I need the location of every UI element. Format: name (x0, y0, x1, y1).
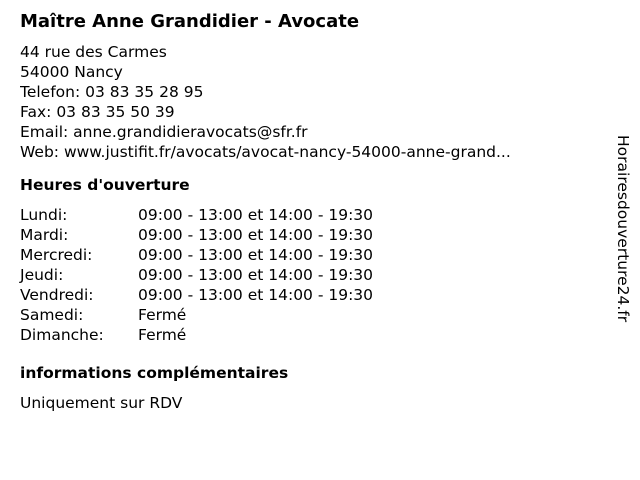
address-street: 44 rue des Carmes (20, 43, 167, 61)
day-hours: Fermé (138, 306, 187, 324)
day-hours: 09:00 - 13:00 et 14:00 - 19:30 (138, 286, 374, 304)
hours-row-sunday (20, 325, 600, 345)
hours-row-friday (20, 285, 600, 305)
day-label: Lundi: (20, 206, 68, 224)
day-label: Mardi: (20, 226, 69, 244)
day-hours: 09:00 - 13:00 et 14:00 - 19:30 (138, 206, 374, 224)
day-label: Mercredi: (20, 246, 93, 264)
hours-row-tuesday (20, 225, 600, 245)
day-label: Dimanche: (20, 326, 104, 344)
hours-row-thursday (20, 265, 600, 285)
contact-block (20, 42, 600, 162)
page-title: Maître Anne Grandidier - Avocate (20, 11, 360, 32)
site-watermark: Horairesdouverture24.fr (614, 135, 632, 323)
website-url: Web: www.justifit.fr/avocats/avocat-nancy-54000-anne-grand... (20, 143, 511, 161)
additional-info-heading: informations complémentaires (20, 364, 289, 382)
hours-row-monday (20, 205, 600, 225)
opening-hours-heading: Heures d'ouverture (20, 176, 190, 194)
day-hours: 09:00 - 13:00 et 14:00 - 19:30 (138, 246, 374, 264)
day-hours: Fermé (138, 326, 187, 344)
day-hours: 09:00 - 13:00 et 14:00 - 19:30 (138, 266, 374, 284)
phone-number: Telefon: 03 83 35 28 95 (20, 83, 204, 101)
address-city: 54000 Nancy (20, 63, 123, 81)
hours-row-saturday (20, 305, 600, 325)
day-label: Samedi: (20, 306, 84, 324)
opening-hours-table (20, 205, 600, 345)
day-hours: 09:00 - 13:00 et 14:00 - 19:30 (138, 226, 374, 244)
hours-row-wednesday (20, 245, 600, 265)
business-card (20, 10, 600, 413)
additional-info-text: Uniquement sur RDV (20, 394, 183, 412)
email-address: Email: anne.grandidieravocats@sfr.fr (20, 123, 308, 141)
day-label: Jeudi: (20, 266, 64, 284)
fax-number: Fax: 03 83 35 50 39 (20, 103, 175, 121)
day-label: Vendredi: (20, 286, 94, 304)
